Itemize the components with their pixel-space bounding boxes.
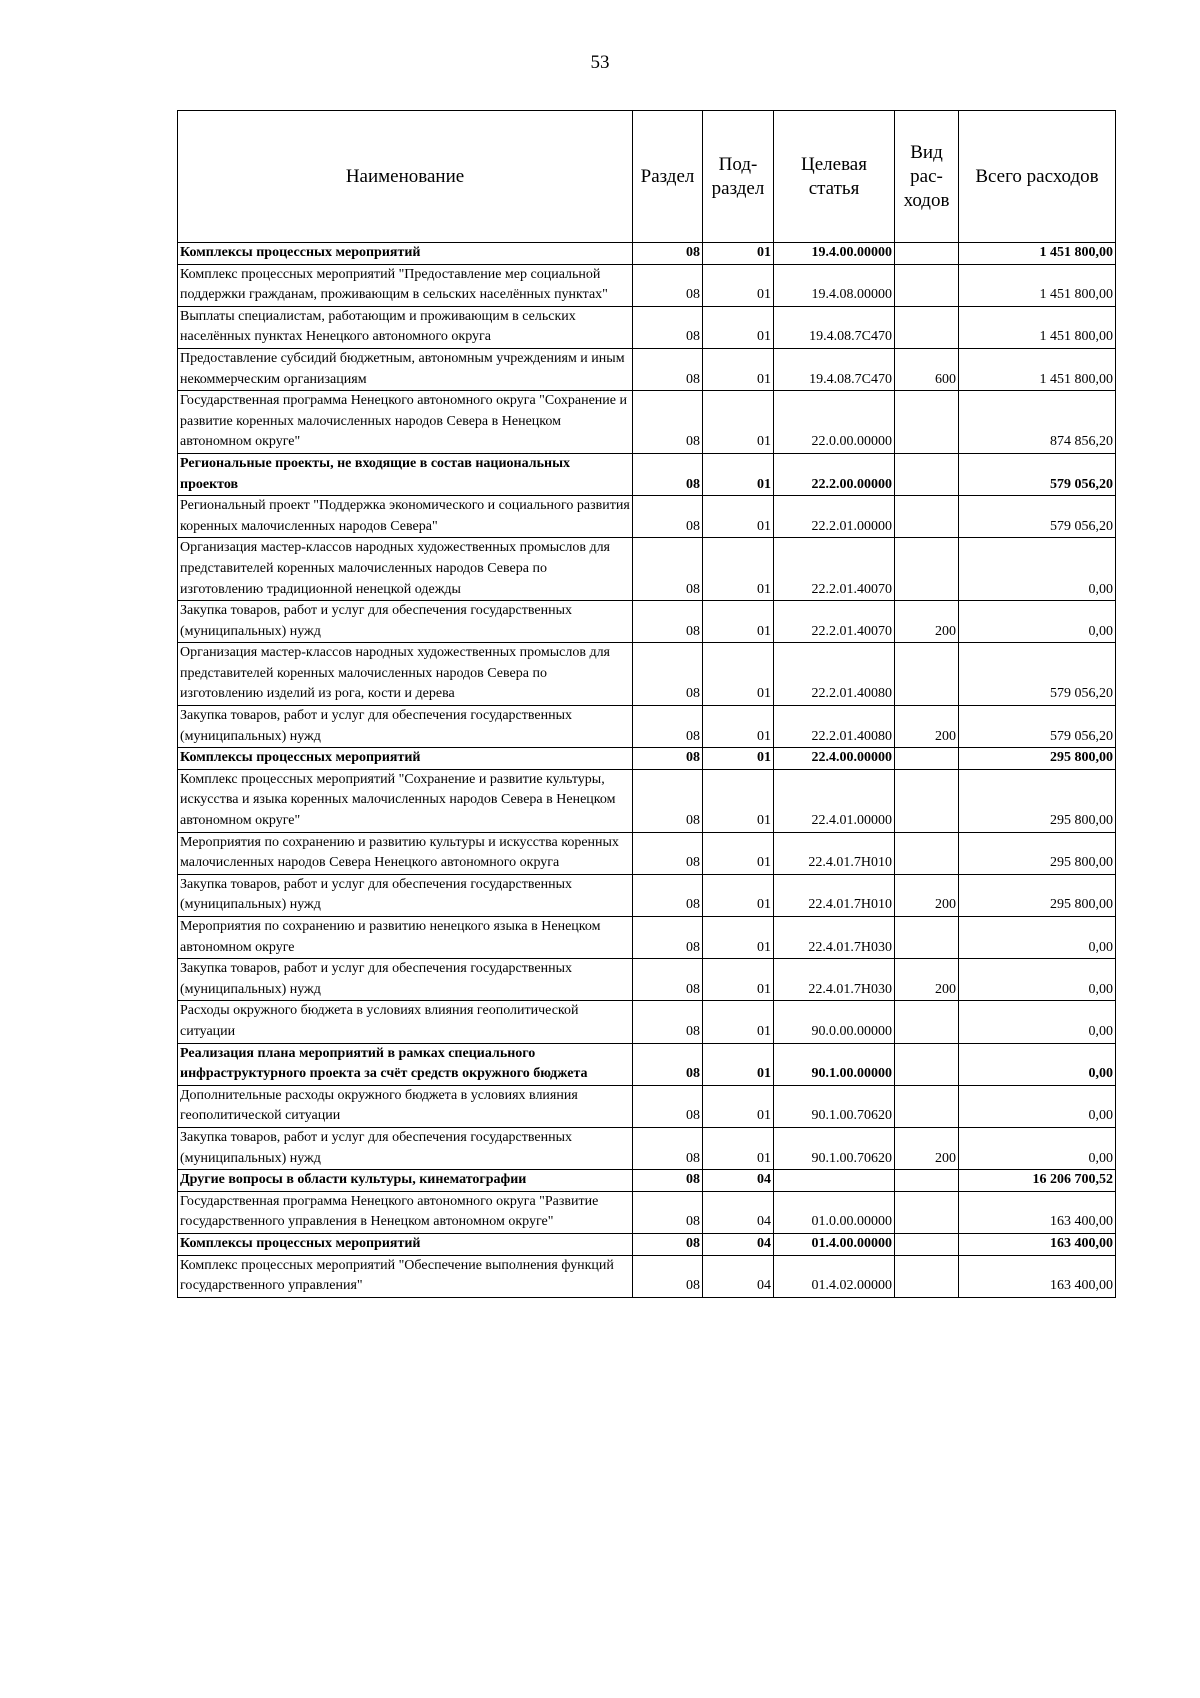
cell-total: 295 800,00 <box>959 769 1116 832</box>
cell-kind <box>895 643 959 706</box>
cell-section: 08 <box>633 917 703 959</box>
cell-section: 08 <box>633 1255 703 1297</box>
cell-name: Государственная программа Ненецкого автономного округа "Развитие государственного управления в Ненецком автономном округе" <box>178 1191 633 1233</box>
cell-target: 22.2.00.00000 <box>774 453 895 495</box>
cell-kind <box>895 1043 959 1085</box>
cell-kind: 200 <box>895 706 959 748</box>
cell-subsection: 04 <box>703 1170 774 1192</box>
cell-name: Комплексы процессных мероприятий <box>178 748 633 770</box>
cell-total: 579 056,20 <box>959 496 1116 538</box>
table-row <box>178 1233 1116 1255</box>
table-row <box>178 706 1116 748</box>
budget-rows <box>178 243 1116 1298</box>
cell-target: 22.4.01.7Н030 <box>774 959 895 1001</box>
cell-section: 08 <box>633 601 703 643</box>
table-row <box>178 643 1116 706</box>
cell-subsection: 01 <box>703 601 774 643</box>
cell-target: 90.0.00.00000 <box>774 1001 895 1043</box>
cell-subsection: 01 <box>703 917 774 959</box>
cell-target: 22.2.01.40070 <box>774 538 895 601</box>
header-kind-line1: Вид <box>910 141 943 163</box>
cell-target: 22.4.00.00000 <box>774 748 895 770</box>
page-number: 53 <box>590 52 610 73</box>
header-subsection-line1: Под- <box>718 153 758 175</box>
cell-subsection: 01 <box>703 1085 774 1127</box>
cell-kind <box>895 769 959 832</box>
cell-name: Организация мастер-классов народных художественных промыслов для представителей коренных малочисленных народов Севера по изготовлению традиционной ненецкой одежды <box>178 538 633 601</box>
header-subsection-line2: раздел <box>711 177 765 199</box>
cell-subsection: 01 <box>703 264 774 306</box>
cell-section: 08 <box>633 1043 703 1085</box>
header-name: Наименование <box>178 111 633 243</box>
cell-section: 08 <box>633 959 703 1001</box>
cell-kind <box>895 496 959 538</box>
cell-name: Предоставление субсидий бюджетным, автономным учреждениям и иным некоммерческим организациям <box>178 348 633 390</box>
cell-name: Выплаты специалистам, работающим и проживающим в сельских населённых пунктах Ненецкого автономного округа <box>178 306 633 348</box>
cell-target: 19.4.08.7С470 <box>774 306 895 348</box>
table-row <box>178 874 1116 916</box>
cell-section: 08 <box>633 748 703 770</box>
cell-kind: 600 <box>895 348 959 390</box>
cell-total: 1 451 800,00 <box>959 264 1116 306</box>
table-row <box>178 1170 1116 1192</box>
cell-section: 08 <box>633 243 703 265</box>
cell-target: 90.1.00.70620 <box>774 1127 895 1169</box>
table-row <box>178 453 1116 495</box>
cell-subsection: 01 <box>703 769 774 832</box>
cell-subsection: 01 <box>703 1127 774 1169</box>
header-section: Раздел <box>633 111 703 243</box>
cell-kind <box>895 1001 959 1043</box>
cell-section: 08 <box>633 348 703 390</box>
table-row <box>178 748 1116 770</box>
cell-name: Дополнительные расходы окружного бюджета в условиях влияния геополитической ситуации <box>178 1085 633 1127</box>
cell-name: Мероприятия по сохранению и развитию культуры и искусства коренных малочисленных народов Севера Ненецкого автономного округа <box>178 832 633 874</box>
cell-kind <box>895 1255 959 1297</box>
cell-target: 22.4.01.7Н030 <box>774 917 895 959</box>
cell-section: 08 <box>633 706 703 748</box>
cell-kind <box>895 1085 959 1127</box>
cell-target: 19.4.08.00000 <box>774 264 895 306</box>
cell-kind <box>895 538 959 601</box>
table-row <box>178 1085 1116 1127</box>
cell-total: 0,00 <box>959 917 1116 959</box>
cell-target: 22.2.01.40080 <box>774 643 895 706</box>
header-target-line2: статья <box>808 177 860 199</box>
cell-subsection: 01 <box>703 643 774 706</box>
cell-target: 22.2.01.40080 <box>774 706 895 748</box>
cell-name: Комплексы процессных мероприятий <box>178 243 633 265</box>
cell-subsection: 04 <box>703 1191 774 1233</box>
cell-total: 579 056,20 <box>959 643 1116 706</box>
table-row <box>178 496 1116 538</box>
cell-name: Региональный проект "Поддержка экономического и социального развития коренных малочисленных народов Севера" <box>178 496 633 538</box>
cell-section: 08 <box>633 832 703 874</box>
cell-kind <box>895 453 959 495</box>
cell-total: 0,00 <box>959 601 1116 643</box>
cell-section: 08 <box>633 496 703 538</box>
table-row <box>178 1191 1116 1233</box>
cell-kind <box>895 832 959 874</box>
cell-subsection: 01 <box>703 748 774 770</box>
cell-target: 90.1.00.00000 <box>774 1043 895 1085</box>
cell-name: Реализация плана мероприятий в рамках специального инфраструктурного проекта за счёт средств окружного бюджета <box>178 1043 633 1085</box>
header-subsection <box>703 111 774 243</box>
cell-section: 08 <box>633 391 703 454</box>
cell-total: 0,00 <box>959 1085 1116 1127</box>
cell-target: 22.2.01.00000 <box>774 496 895 538</box>
cell-kind: 200 <box>895 874 959 916</box>
cell-target: 01.4.02.00000 <box>774 1255 895 1297</box>
cell-name: Государственная программа Ненецкого автономного округа "Сохранение и развитие коренных малочисленных народов Севера в Ненецком автономном округе" <box>178 391 633 454</box>
cell-total: 163 400,00 <box>959 1255 1116 1297</box>
cell-total: 1 451 800,00 <box>959 306 1116 348</box>
cell-kind: 200 <box>895 1127 959 1169</box>
cell-subsection: 01 <box>703 453 774 495</box>
cell-subsection: 01 <box>703 1043 774 1085</box>
cell-section: 08 <box>633 1170 703 1192</box>
cell-name: Закупка товаров, работ и услуг для обеспечения государственных (муниципальных) нужд <box>178 874 633 916</box>
header-kind-line2: рас- <box>910 165 943 187</box>
cell-target: 01.4.00.00000 <box>774 1233 895 1255</box>
cell-section: 08 <box>633 1127 703 1169</box>
cell-total: 163 400,00 <box>959 1233 1116 1255</box>
header-kind-line3: ходов <box>903 189 950 211</box>
table-row <box>178 959 1116 1001</box>
cell-subsection: 01 <box>703 496 774 538</box>
table-row <box>178 1127 1116 1169</box>
table-row <box>178 1043 1116 1085</box>
cell-total: 0,00 <box>959 1001 1116 1043</box>
cell-subsection: 04 <box>703 1233 774 1255</box>
cell-kind <box>895 243 959 265</box>
cell-kind <box>895 1191 959 1233</box>
cell-subsection: 01 <box>703 874 774 916</box>
table-row <box>178 538 1116 601</box>
cell-subsection: 04 <box>703 1255 774 1297</box>
cell-subsection: 01 <box>703 1001 774 1043</box>
cell-section: 08 <box>633 453 703 495</box>
cell-subsection: 01 <box>703 243 774 265</box>
cell-target: 19.4.00.00000 <box>774 243 895 265</box>
cell-name: Закупка товаров, работ и услуг для обеспечения государственных (муниципальных) нужд <box>178 959 633 1001</box>
table-row <box>178 832 1116 874</box>
cell-total: 295 800,00 <box>959 748 1116 770</box>
table-header-row <box>178 111 1116 243</box>
cell-section: 08 <box>633 264 703 306</box>
cell-name: Комплекс процессных мероприятий "Обеспечение выполнения функций государственного управления" <box>178 1255 633 1297</box>
cell-target: 22.2.01.40070 <box>774 601 895 643</box>
cell-name: Региональные проекты, не входящие в состав национальных проектов <box>178 453 633 495</box>
cell-section: 08 <box>633 874 703 916</box>
cell-name: Другие вопросы в области культуры, кинематографии <box>178 1170 633 1192</box>
cell-subsection: 01 <box>703 832 774 874</box>
cell-name: Закупка товаров, работ и услуг для обеспечения государственных (муниципальных) нужд <box>178 1127 633 1169</box>
cell-name: Мероприятия по сохранению и развитию ненецкого языка в Ненецком автономном округе <box>178 917 633 959</box>
table-row <box>178 348 1116 390</box>
cell-total: 0,00 <box>959 959 1116 1001</box>
cell-kind <box>895 1233 959 1255</box>
cell-subsection: 01 <box>703 959 774 1001</box>
budget-table <box>177 110 1116 1298</box>
table-row <box>178 1255 1116 1297</box>
cell-target: 90.1.00.70620 <box>774 1085 895 1127</box>
cell-total: 295 800,00 <box>959 832 1116 874</box>
cell-kind: 200 <box>895 601 959 643</box>
cell-total: 579 056,20 <box>959 706 1116 748</box>
cell-kind <box>895 264 959 306</box>
cell-name: Закупка товаров, работ и услуг для обеспечения государственных (муниципальных) нужд <box>178 601 633 643</box>
cell-subsection: 01 <box>703 706 774 748</box>
cell-name: Закупка товаров, работ и услуг для обеспечения государственных (муниципальных) нужд <box>178 706 633 748</box>
cell-target: 22.4.01.7Н010 <box>774 832 895 874</box>
cell-section: 08 <box>633 1001 703 1043</box>
header-target-line1: Целевая <box>801 153 867 175</box>
cell-kind <box>895 391 959 454</box>
cell-total: 0,00 <box>959 538 1116 601</box>
cell-total: 1 451 800,00 <box>959 243 1116 265</box>
table-row <box>178 306 1116 348</box>
cell-subsection: 01 <box>703 391 774 454</box>
cell-section: 08 <box>633 643 703 706</box>
table-row <box>178 264 1116 306</box>
cell-section: 08 <box>633 1233 703 1255</box>
table-row <box>178 1001 1116 1043</box>
cell-name: Организация мастер-классов народных художественных промыслов для представителей коренных малочисленных народов Севера по изготовлению изделий из рога, кости и дерева <box>178 643 633 706</box>
header-target <box>774 111 895 243</box>
cell-section: 08 <box>633 1085 703 1127</box>
cell-kind <box>895 1170 959 1192</box>
cell-kind <box>895 748 959 770</box>
header-total: Всего расходов <box>959 111 1116 243</box>
cell-total: 1 451 800,00 <box>959 348 1116 390</box>
cell-total: 295 800,00 <box>959 874 1116 916</box>
cell-target: 22.0.00.00000 <box>774 391 895 454</box>
cell-target: 19.4.08.7С470 <box>774 348 895 390</box>
header-kind <box>895 111 959 243</box>
cell-target: 22.4.01.00000 <box>774 769 895 832</box>
table-row <box>178 243 1116 265</box>
cell-section: 08 <box>633 306 703 348</box>
cell-name: Комплексы процессных мероприятий <box>178 1233 633 1255</box>
cell-target: 22.4.01.7Н010 <box>774 874 895 916</box>
table-row <box>178 769 1116 832</box>
cell-name: Комплекс процессных мероприятий "Предоставление мер социальной поддержки гражданам, проживающим в сельских населённых пунктах" <box>178 264 633 306</box>
cell-section: 08 <box>633 1191 703 1233</box>
cell-name: Расходы окружного бюджета в условиях влияния геополитической ситуации <box>178 1001 633 1043</box>
cell-target <box>774 1170 895 1192</box>
cell-kind <box>895 917 959 959</box>
table-row <box>178 917 1116 959</box>
cell-subsection: 01 <box>703 306 774 348</box>
cell-total: 163 400,00 <box>959 1191 1116 1233</box>
cell-kind: 200 <box>895 959 959 1001</box>
table-row <box>178 601 1116 643</box>
cell-total: 0,00 <box>959 1043 1116 1085</box>
cell-section: 08 <box>633 538 703 601</box>
cell-total: 16 206 700,52 <box>959 1170 1116 1192</box>
cell-subsection: 01 <box>703 538 774 601</box>
table-row <box>178 391 1116 454</box>
cell-section: 08 <box>633 769 703 832</box>
cell-total: 0,00 <box>959 1127 1116 1169</box>
cell-total: 579 056,20 <box>959 453 1116 495</box>
cell-subsection: 01 <box>703 348 774 390</box>
cell-name: Комплекс процессных мероприятий "Сохранение и развитие культуры, искусства и языка коренных малочисленных народов Севера в Ненецком автономном округе" <box>178 769 633 832</box>
cell-total: 874 856,20 <box>959 391 1116 454</box>
cell-target: 01.0.00.00000 <box>774 1191 895 1233</box>
cell-kind <box>895 306 959 348</box>
